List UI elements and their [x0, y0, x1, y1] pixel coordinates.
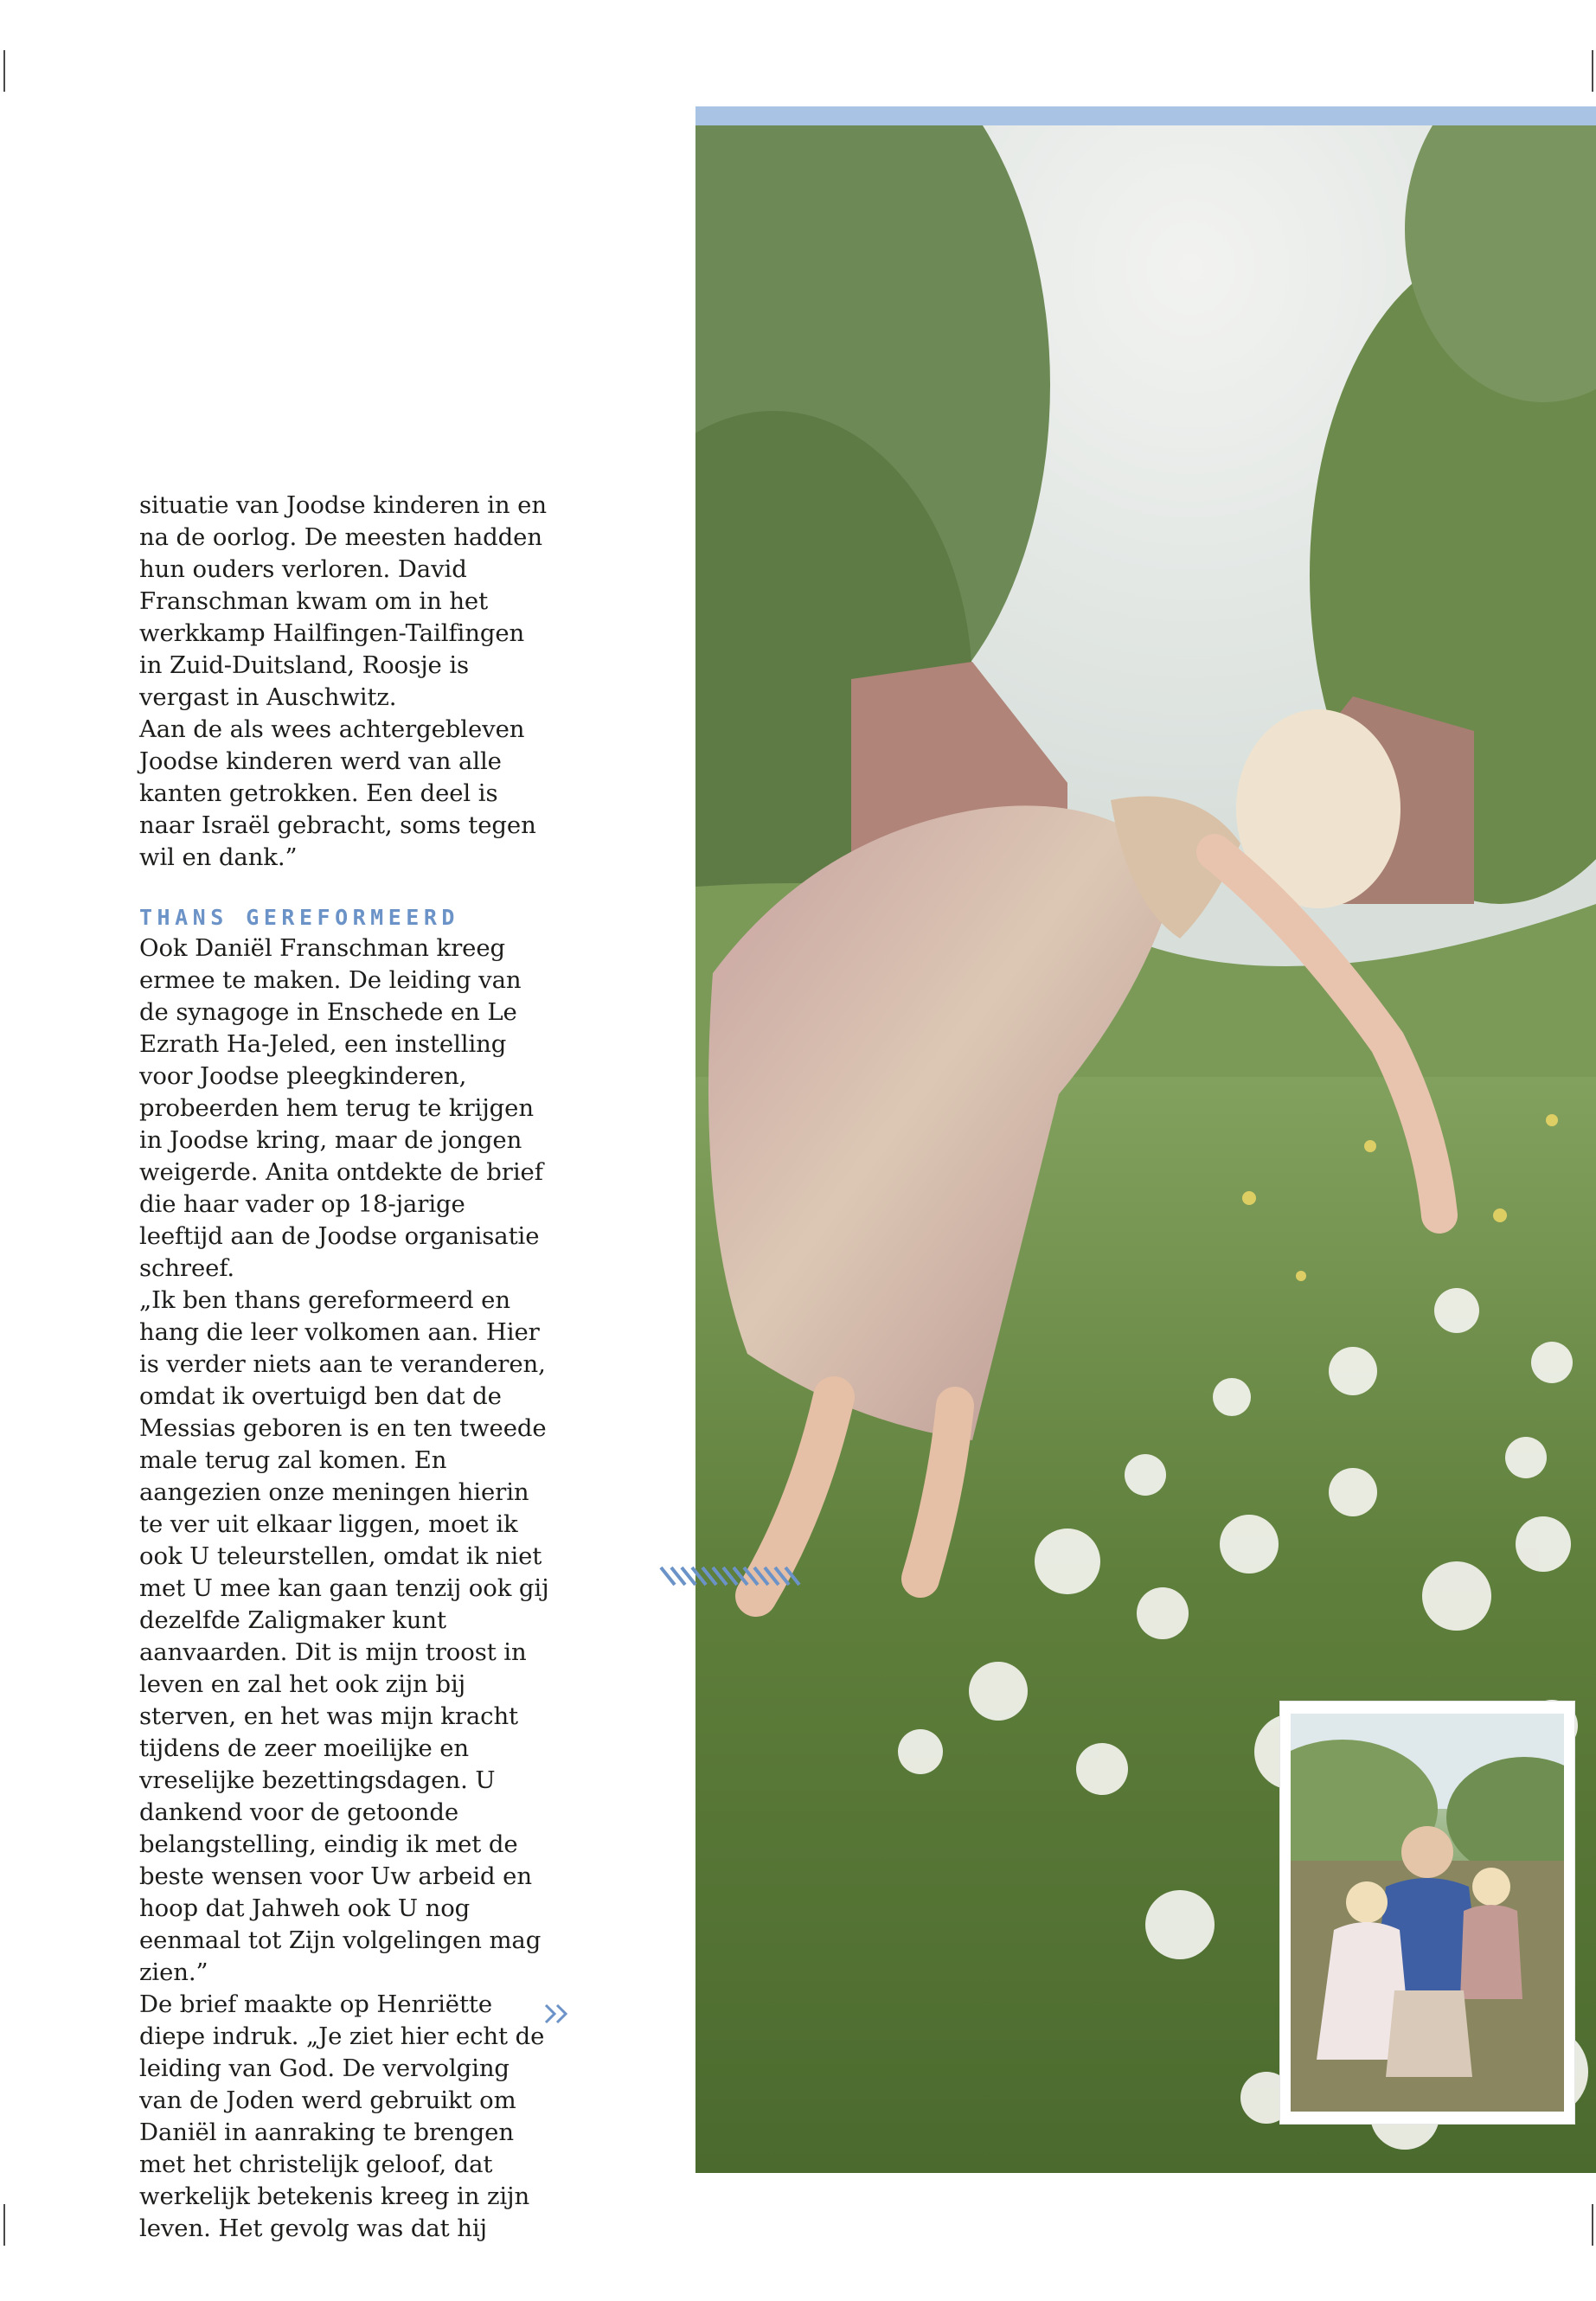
article-paragraph: situatie van Joodse kinderen in en na de oorlog. De meesten hadden hun ouders verloren. David Franschman kwam om in het werkkamp Hailfingen-Tailfingen in Zuid-Duitsland, Roosje is vergast in Auschwitz.	[139, 491, 547, 711]
accent-bar	[695, 106, 1596, 125]
inset-photo-frame	[1280, 1702, 1574, 2124]
article-column	[139, 490, 554, 2245]
crop-mark-top-right	[1592, 50, 1593, 92]
crop-mark-bottom-left	[3, 2204, 5, 2246]
article-paragraph: Ook Daniël Franschman kreeg ermee te maken. De leiding van de synagoge in Enschede en Le Ezrath Ha-Jeled, een instelling voor Joodse pleegkinderen, probeerden hem terug te krijgen in Joodse kring, maar de jongen weigerde. Anita ontdekte de brief die haar vader op 18-jarige leeftijd aan de Joodse organisatie schreef.	[139, 934, 543, 1282]
zigzag-decoration	[657, 1564, 804, 1588]
letter-quote: „Ik ben thans gereformeerd en hang die leer volkomen aan. Hier is verder niets aan te veranderen, omdat ik overtuigd ben dat de Messias geboren is en ten tweede male terug zal komen. En aangezien onze meningen hierin te ver uit elkaar liggen, moet ik ook U teleurstellen, omdat ik niet met U mee kan gaan tenzij ook gij dezelfde Zaligmaker kunt aanvaarden. Dit is mijn troost in leven en zal het ook zijn bij sterven, en het was mijn kracht tijdens de zeer moeilijke en vreselijke bezettingsdagen. U dankend voor de getoonde belangstelling, eindig ik met de beste wensen voor Uw arbeid en hoop dat Jahweh ook U nog eenmaal tot Zijn volgelingen mag zien.”	[139, 1286, 549, 1986]
article-paragraph: Aan de als wees achtergebleven Joodse kinderen werd van alle kanten getrokken. Een deel is naar Israël gebracht, soms tegen wil en dank.”	[139, 715, 536, 871]
crop-mark-bottom-right	[1592, 2204, 1593, 2246]
inset-family-photo	[1291, 1714, 1564, 2112]
crop-mark-top-left	[3, 50, 5, 92]
hero-photo	[695, 125, 1596, 2173]
article-paragraph: De brief maakte op Henriëtte diepe indruk. „Je ziet hier echt de leiding van God. De vervolging van de Joden werd gebruikt om Daniël in aanraking te brengen met het christelijk geloof, dat werkelijk betekenis kreeg in zijn leven. Het gevolg was dat hij	[139, 1990, 545, 2242]
double-chevron-right-icon	[543, 2001, 573, 2027]
inset-photo-illustration	[1291, 1714, 1564, 2112]
section-subheading: THANS GEREFORMEERD	[139, 905, 459, 930]
